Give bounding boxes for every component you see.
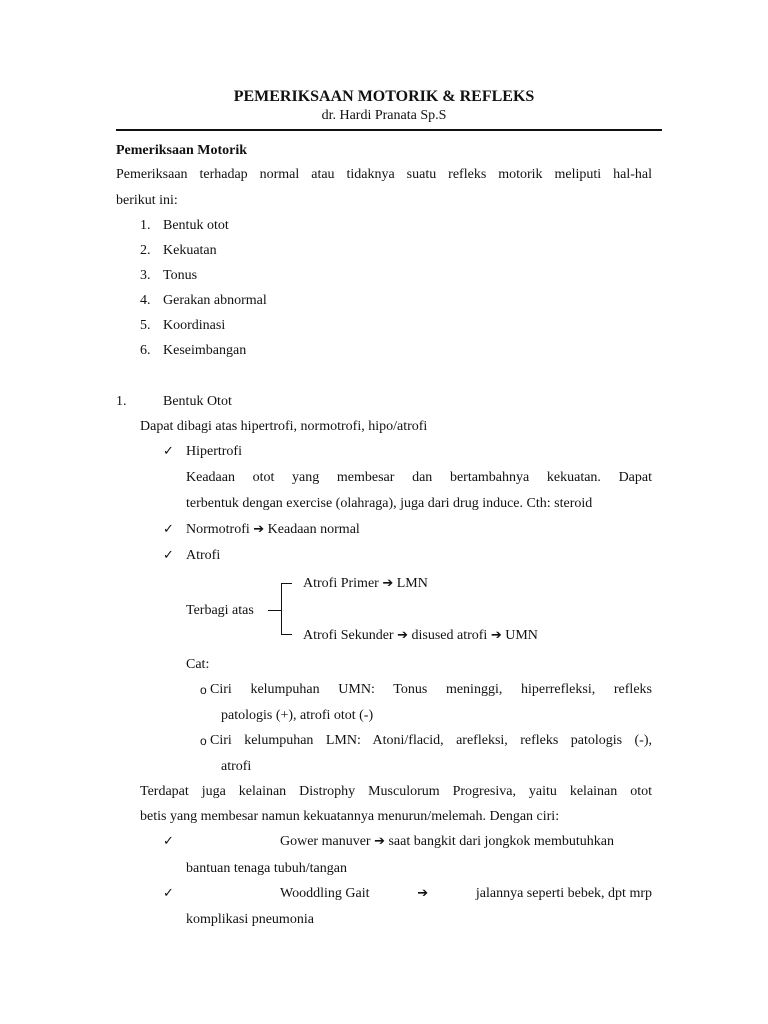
- bracket-stem: [268, 610, 281, 611]
- subsection-number: 1.: [116, 394, 127, 409]
- list-item: Keseimbangan: [163, 343, 247, 358]
- gower-desc: saat bangkit dari jongkok membutuhkan: [388, 834, 614, 849]
- atrofi-sekunder-label: Atrofi Sekunder: [303, 628, 394, 643]
- circle-bullet-icon: o: [200, 734, 207, 748]
- arrow-right-icon: ➔: [374, 834, 385, 849]
- list-item-number: 3.: [140, 268, 151, 283]
- normotrofi-label: Normotrofi: [186, 522, 250, 537]
- normotrofi-desc: Keadaan normal: [267, 522, 360, 537]
- atrofi-sekunder-mid: disused atrofi: [411, 628, 488, 643]
- subsection-heading: Bentuk Otot: [163, 394, 232, 409]
- arrow-right-icon: ➔: [382, 576, 394, 591]
- list-item: Gerakan abnormal: [163, 293, 267, 308]
- list-item-number: 1.: [140, 218, 151, 233]
- list-item: Kekuatan: [163, 243, 217, 258]
- list-item-number: 2.: [140, 243, 151, 258]
- title-rule: [116, 129, 662, 131]
- list-item: Bentuk otot: [163, 218, 229, 233]
- list-item: Koordinasi: [163, 318, 226, 333]
- document-title: PEMERIKSAAN MOTORIK & REFLEKS: [233, 88, 535, 105]
- intro-line-2: berikut ini:: [116, 193, 178, 208]
- check-icon: ✓: [163, 522, 174, 537]
- umn-line-1: Ciri kelumpuhan UMN: Tonus meninggi, hiperrefleksi, refleks: [210, 682, 652, 697]
- atrofi-sekunder-line: [303, 627, 538, 644]
- distrophy-line-2: betis yang membesar namun kekuatannya menurun/melemah. Dengan ciri:: [140, 809, 560, 824]
- list-item-number: 6.: [140, 343, 151, 358]
- terbagi-label: Terbagi atas: [186, 603, 254, 618]
- wooddling-line-2: komplikasi pneumonia: [186, 912, 314, 927]
- wooddling-line: [280, 885, 652, 902]
- hipertrofi-desc-2: terbentuk dengan exercise (olahraga), juga dari drug induce. Cth: steroid: [186, 496, 593, 511]
- check-icon: ✓: [163, 886, 174, 901]
- atrofi-primer-line: [303, 575, 428, 592]
- atrofi-primer-result: LMN: [396, 576, 428, 591]
- circle-bullet-icon: o: [200, 683, 207, 697]
- gower-label: Gower manuver: [280, 834, 371, 849]
- check-icon: ✓: [163, 444, 174, 459]
- umn-line-2: patologis (+), atrofi otot (-): [221, 708, 374, 723]
- bracket-bottom: [281, 634, 292, 635]
- wooddling-label: Wooddling Gait: [280, 886, 370, 901]
- wooddling-desc: jalannya seperti bebek, dpt mrp: [475, 886, 652, 901]
- lmn-line-1: Ciri kelumpuhan LMN: Atoni/flacid, arefleksi, refleks patologis (-),: [210, 733, 652, 748]
- gower-line-2: bantuan tenaga tubuh/tangan: [186, 861, 347, 876]
- arrow-right-icon: ➔: [397, 628, 408, 643]
- normotrofi-line: [186, 521, 360, 538]
- check-icon: ✓: [163, 548, 174, 563]
- check-icon: ✓: [163, 834, 174, 849]
- arrow-right-icon: ➔: [417, 886, 429, 901]
- distrophy-line-1: Terdapat juga kelainan Distrophy Musculorum Progresiva, yaitu kelainan otot: [140, 784, 652, 799]
- bracket-top: [281, 583, 292, 584]
- document-author: dr. Hardi Pranata Sp.S: [321, 108, 447, 123]
- atrofi-sekunder-result: UMN: [505, 628, 538, 643]
- bracket-vertical: [281, 583, 282, 635]
- hipertrofi-label: Hipertrofi: [186, 444, 242, 459]
- cat-label: Cat:: [186, 657, 210, 672]
- bentuk-intro: Dapat dibagi atas hipertrofi, normotrofi, hipo/atrofi: [140, 419, 428, 434]
- gower-line: [280, 833, 614, 850]
- list-item-number: 5.: [140, 318, 151, 333]
- list-item-number: 4.: [140, 293, 151, 308]
- list-item: Tonus: [163, 268, 198, 283]
- lmn-line-2: atrofi: [221, 759, 252, 774]
- arrow-right-icon: ➔: [490, 628, 502, 643]
- section-heading: Pemeriksaan Motorik: [116, 143, 248, 158]
- atrofi-primer-label: Atrofi Primer: [303, 576, 379, 591]
- hipertrofi-desc-1: Keadaan otot yang membesar dan bertambahnya kekuatan. Dapat: [186, 470, 652, 485]
- intro-line-1: Pemeriksaan terhadap normal atau tidaknya suatu refleks motorik meliputi hal-hal: [116, 167, 652, 182]
- arrow-right-icon: ➔: [253, 522, 265, 537]
- atrofi-label: Atrofi: [186, 548, 221, 563]
